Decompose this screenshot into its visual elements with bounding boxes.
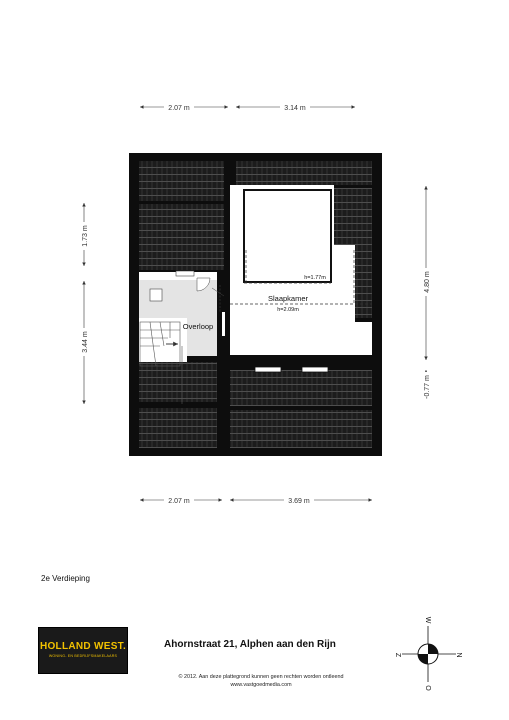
dim-right-main: 4.80 m [424, 271, 431, 293]
compass-letter-n: N [455, 652, 462, 658]
floor-label: 2e Verdieping [41, 574, 90, 583]
room-label-overloop: Overloop [182, 322, 214, 331]
dim-left-upper: 1.73 m [82, 225, 89, 247]
company-logo [38, 627, 128, 674]
compass-letter-z: Z [394, 652, 401, 658]
logo-subtitle: WONING- EN BEDRIJFSMAKELAARS [48, 654, 118, 658]
dim-right-lower: -0.77 m [424, 375, 431, 399]
copyright-line: © 2012. Aan deze plattegrond kunnen geen rechten worden ontleend [178, 674, 344, 680]
compass-letter-o: O [424, 685, 431, 691]
compass-letter-w: W [424, 616, 431, 624]
dim-top-left: 2.07 m [168, 105, 190, 112]
room-height-slaapkamer: h=2.09m [277, 307, 299, 313]
copyright-notice [161, 674, 361, 689]
compass-icon [392, 612, 464, 694]
dim-bottom-right: 3.69 m [288, 498, 310, 505]
copyright-url: www.vastgoedmedia.com [230, 681, 292, 688]
dim-top-right: 3.14 m [284, 105, 306, 112]
logo-title: HOLLAND WEST. [39, 641, 127, 652]
room-label-slaapkamer: Slaapkamer [267, 294, 309, 303]
dim-left-lower: 3.44 m [82, 331, 89, 353]
address: Ahornstraat 21, Alphen aan den Rijn [164, 639, 336, 650]
dim-bottom-left: 2.07 m [168, 498, 190, 505]
room-height-dormer: h=1.77m [304, 275, 326, 281]
